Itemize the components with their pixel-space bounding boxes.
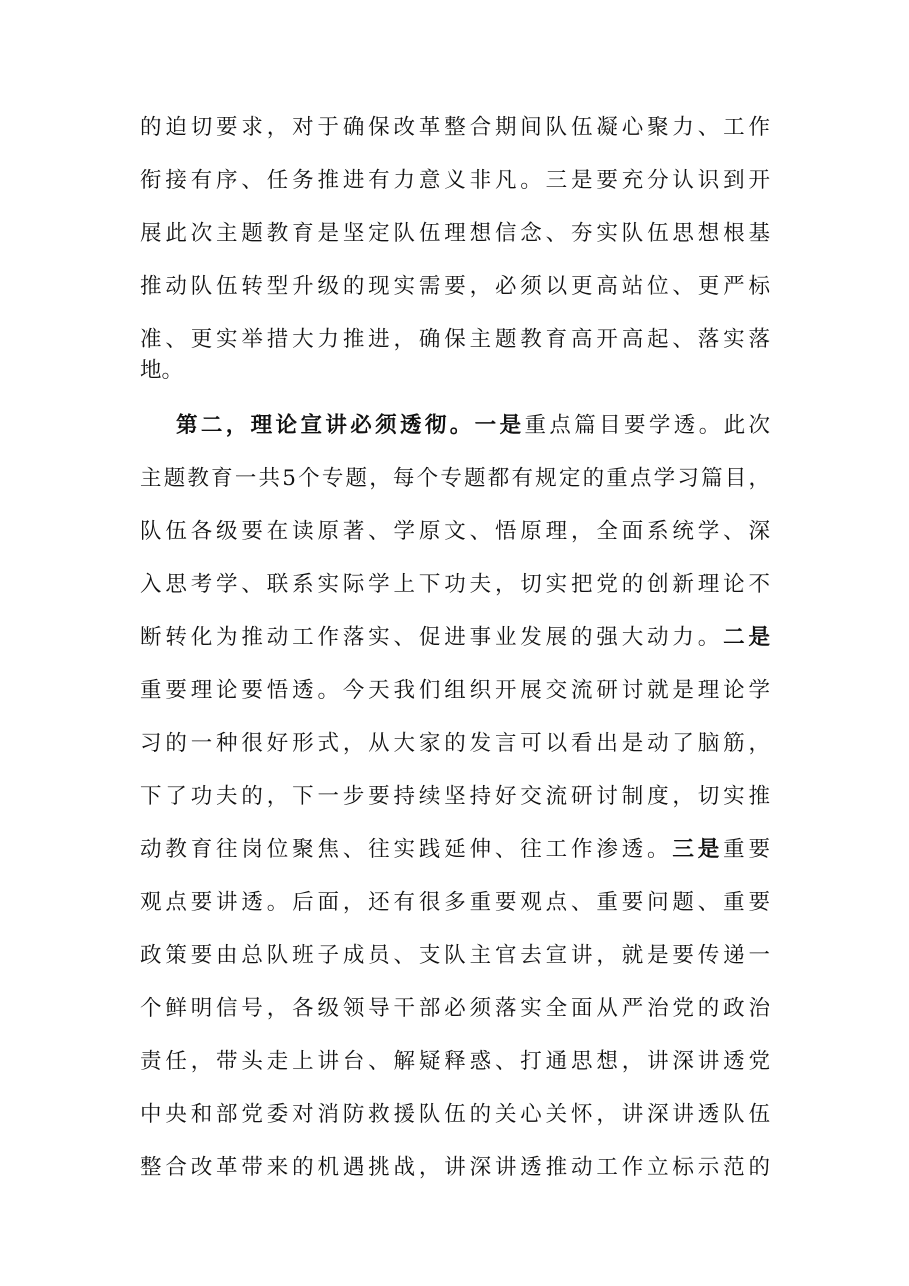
paragraph-line: 入思考学、联系实际学上下功夫，切实把党的创新理论不 (140, 572, 770, 597)
paragraph-line: 推动队伍转型升级的现实需要，必须以更高站位、更严标 (140, 274, 770, 299)
paragraph-line: 习的一种很好形式，从大家的发言可以看出是动了脑筋， (140, 731, 770, 756)
paragraph-line: 准、更实举措大力推进，确保主题教育高开高起、落实落 (140, 327, 770, 352)
point-label: 二是 (723, 625, 770, 650)
paragraph-line: 整合改革带来的机遇挑战，讲深讲透推动工作立标示范的 (140, 1155, 770, 1180)
paragraph-line: 展此次主题教育是坚定队伍理想信念、夯实队伍思想根基 (140, 221, 770, 246)
paragraph-line: 下了功夫的，下一步要持续坚持好交流研讨制度，切实推 (140, 784, 770, 809)
paragraph-text: 重点篇目要学透。此次 (524, 413, 770, 438)
paragraph-line: 政策要由总队班子成员、支队主官去宣讲，就是要传递一 (140, 943, 770, 968)
paragraph-line (140, 618, 770, 658)
paragraph-text: 重要 (723, 837, 770, 862)
paragraph-line: 衔接有序、任务推进有力意义非凡。三是要充分认识到开 (140, 168, 770, 193)
paragraph-line: 观点要讲透。后面，还有很多重要观点、重要问题、重要 (140, 890, 770, 915)
paragraph-line (140, 830, 770, 870)
paragraph-line: 主题教育一共5个专题，每个专题都有规定的重点学习篇目， (140, 466, 770, 491)
paragraph-text: 断转化为推动工作落实、促进事业发展的强大动力。 (140, 625, 724, 650)
paragraph-line (176, 406, 770, 446)
paragraph-line: 责任，带头走上讲台、解疑释惑、打通思想，讲深讲透党 (140, 1049, 770, 1074)
paragraph-line: 的迫切要求，对于确保改革整合期间队伍凝心聚力、工作 (140, 115, 770, 140)
paragraph-line: 地。 (140, 358, 184, 383)
paragraph-line: 队伍各级要在读原著、学原文、悟原理，全面系统学、深 (140, 519, 770, 544)
paragraph-text: 动教育往岗位聚焦、往实践延伸、往工作渗透。 (140, 837, 673, 862)
section-heading: 第二，理论宣讲必须透彻。一是 (176, 413, 525, 438)
paragraph-line: 个鲜明信号，各级领导干部必须落实全面从严治党的政治 (140, 996, 770, 1021)
paragraph-line: 重要理论要悟透。今天我们组织开展交流研讨就是理论学 (140, 678, 770, 703)
point-label: 三是 (672, 837, 724, 862)
paragraph-line: 中央和部党委对消防救援队伍的关心关怀，讲深讲透队伍 (140, 1102, 770, 1127)
